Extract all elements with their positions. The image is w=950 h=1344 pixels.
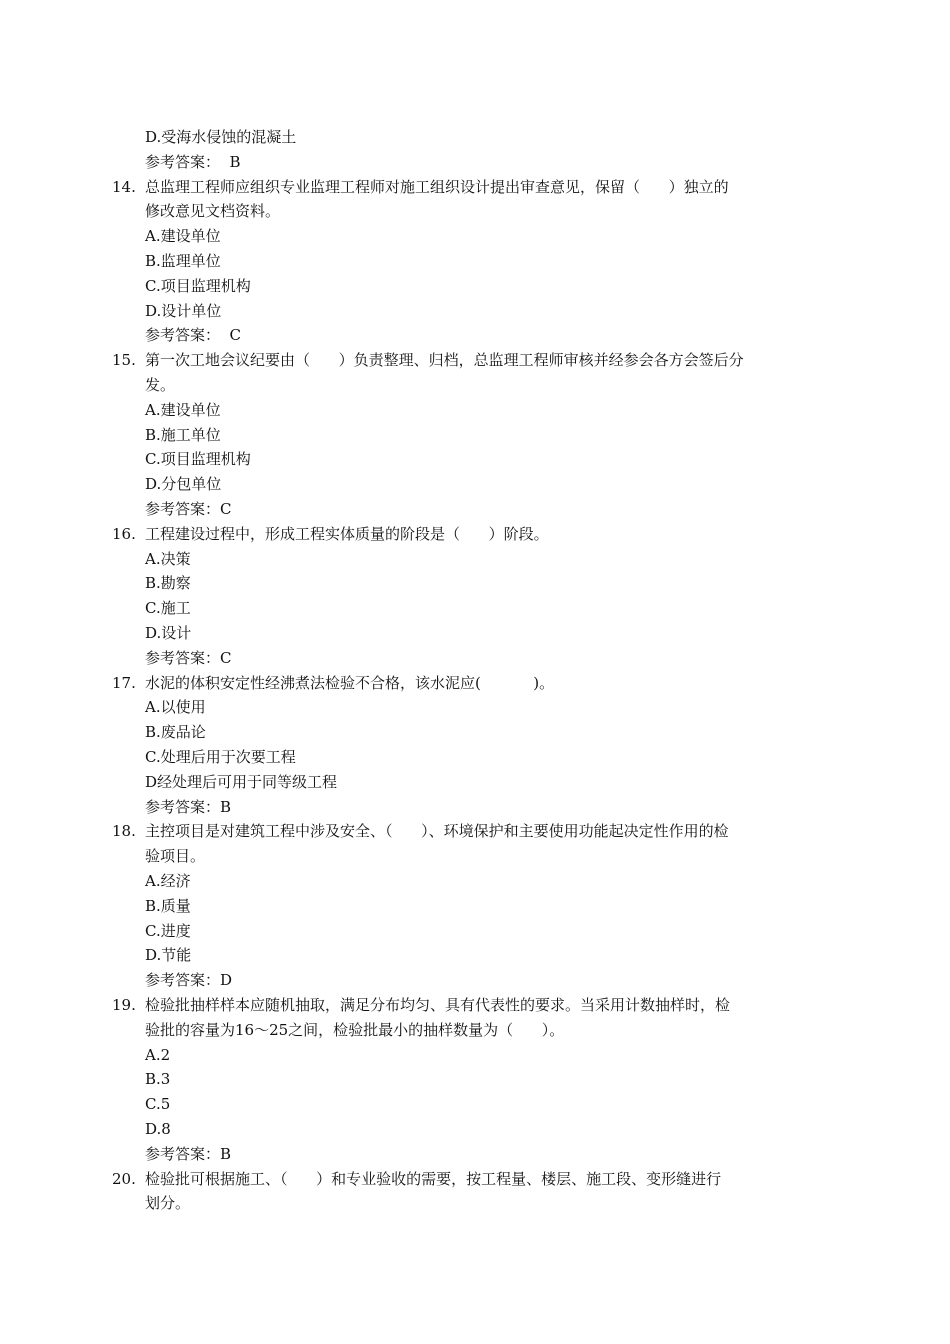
text-line: 参考答案：C <box>145 649 232 667</box>
question-text: 总监理工程师应组织专业监理工程师对施工组织设计提出审查意见，保留（ ）独立的 <box>145 178 729 196</box>
text-line: C.处理后用于次要工程 <box>145 748 296 766</box>
text-line: 参考答案： B <box>145 153 241 171</box>
text-line: D.设计单位 <box>145 302 222 320</box>
text-line: 验项目。 <box>145 847 206 865</box>
text-line: B.质量 <box>145 897 191 915</box>
text-line: C.进度 <box>145 922 191 940</box>
text-line: C.5 <box>145 1095 171 1113</box>
text-line: D.8 <box>145 1120 171 1138</box>
question-number: 20. <box>112 1170 136 1188</box>
text-line: A.2 <box>145 1046 171 1064</box>
text-line: D.受海水侵蚀的混凝土 <box>145 128 297 146</box>
question-number: 15. <box>112 351 136 369</box>
text-line: B.施工单位 <box>145 426 221 444</box>
text-line: A.以使用 <box>145 698 206 716</box>
question-number: 17. <box>112 674 136 692</box>
text-line: 参考答案：D <box>145 971 233 989</box>
text-line: 参考答案：C <box>145 500 232 518</box>
question-text: 检验批抽样样本应随机抽取，满足分布均匀、具有代表性的要求。当采用计数抽样时，检 <box>145 996 731 1014</box>
text-line: C.项目监理机构 <box>145 450 251 468</box>
text-line: A.建设单位 <box>145 227 221 245</box>
text-line: B.废品论 <box>145 723 206 741</box>
question-text: 工程建设过程中，形成工程实体质量的阶段是（ ）阶段。 <box>145 525 549 543</box>
text-line: 参考答案：B <box>145 1145 232 1163</box>
text-line: 修改意见文档资料。 <box>145 202 281 220</box>
text-line: D.设计 <box>145 624 192 642</box>
text-line: D.分包单位 <box>145 475 222 493</box>
question-text: 第一次工地会议纪要由（ ）负责整理、归档，总监理工程师审核并经参会各方会签后分 <box>145 351 744 369</box>
text-line: 参考答案：B <box>145 798 232 816</box>
text-line: D经处理后可用于同等级工程 <box>145 773 338 791</box>
question-number: 14. <box>112 178 136 196</box>
text-line: 划分。 <box>145 1194 191 1212</box>
text-line: A.经济 <box>145 872 191 890</box>
text-line: B.勘察 <box>145 574 191 592</box>
text-line: A.决策 <box>145 550 191 568</box>
question-text: 检验批可根据施工、（ ）和专业验收的需要，按工程量、楼层、施工段、变形缝进行 <box>145 1170 722 1188</box>
text-line: B.3 <box>145 1070 171 1088</box>
question-text: 水泥的体积安定性经沸煮法检验不合格，该水泥应( )。 <box>145 674 555 692</box>
text-line: 参考答案： C <box>145 326 242 344</box>
question-number: 19. <box>112 996 136 1014</box>
text-line: C.施工 <box>145 599 191 617</box>
question-number: 16. <box>112 525 136 543</box>
text-line: 验批的容量为16～25之间，检验批最小的抽样数量为（ ）。 <box>145 1021 565 1039</box>
text-line: C.项目监理机构 <box>145 277 251 295</box>
question-number: 18. <box>112 822 136 840</box>
text-line: 发。 <box>145 376 176 394</box>
text-line: B.监理单位 <box>145 252 221 270</box>
text-line: A.建设单位 <box>145 401 221 419</box>
question-text: 主控项目是对建筑工程中涉及安全、（ ）、环境保护和主要使用功能起决定性作用的检 <box>145 822 729 840</box>
text-line: D.节能 <box>145 946 192 964</box>
